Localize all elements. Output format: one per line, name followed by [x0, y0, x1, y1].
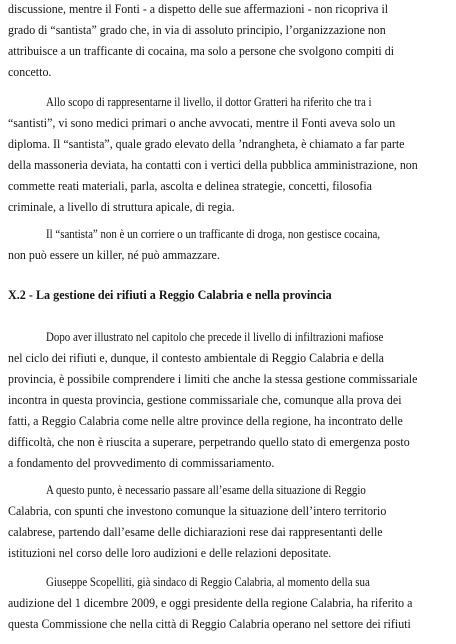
section-heading: X.2 - La gestione dei rifiuti a Reggio Calabria e nella provincia	[8, 288, 332, 302]
text-line: “santisti”, vi sono medici primari o anche avvocati, mentre il Fonti aveva solo un	[8, 116, 396, 130]
text-line: questa Commissione che nella città di Reggio Calabria operano nel settore dei rifiuti	[8, 617, 411, 631]
text-line: incontra in questa provincia, gestione commissariale che, comunque alla prova dei	[8, 393, 402, 407]
text-line: Il “santista” non è un corriere o un trafficante di droga, non gestisce cocaina,	[46, 227, 381, 241]
text-line: provincia, è possibile comprendere i limiti che anche la stessa gestione commissariale	[8, 372, 418, 386]
text-line: della massoneria deviata, ha contatti con i vertici della pubblica amministrazione, non	[8, 158, 418, 172]
text-line: attribuisce a un trafficante di cocaina, ma solo a persone che svolgono compiti di	[8, 44, 395, 58]
text-line: diploma. Il “santista”, quale grado elevato della ’ndrangheta, è chiamato a far parte	[8, 137, 405, 151]
text-line: fatti, a Reggio Calabria come nelle altre province della regione, ha incontrato delle	[8, 414, 403, 428]
text-line: discussione, mentre il Fonti - a dispetto delle sue affermazioni - non ricopriva il	[8, 2, 389, 16]
text-line: A questo punto, è necessario passare all’esame della situazione di Reggio	[46, 483, 366, 497]
text-line: difficoltà, che non è riuscita a superare, perpetrando quello stato di emergenza posto	[8, 435, 410, 449]
text-line: audizione del 1 dicembre 2009, e oggi presidente della regione Calabria, ha riferito a	[8, 596, 413, 610]
text-line: a fondamento del provvedimento di commissariamento.	[8, 456, 275, 470]
text-line: Giuseppe Scopelliti, già sindaco di Reggio Calabria, al momento della sua	[46, 575, 370, 589]
text-line: non può essere un killer, né può ammazzare.	[8, 248, 220, 262]
text-line: criminale, a livello di struttura apicale, di regia.	[8, 200, 235, 214]
text-line: istituzioni nel corso delle loro audizioni e delle relazioni depositate.	[8, 546, 332, 560]
text-line: Calabria, con spunti che investono comunque la situazione dell’intero territorio	[8, 504, 387, 518]
text-line: nel ciclo dei rifiuti e, dunque, il contesto ambientale di Reggio Calabria e della	[8, 351, 384, 365]
text-line: grado di “santista” grado che, in via di assoluto principio, l’organizzazione non	[8, 23, 386, 37]
text-line: commette reati materiali, parla, ascolta e delinea strategie, concetti, filosofia	[8, 179, 372, 193]
text-line: Allo scopo di rappresentarne il livello, il dottor Gratteri ha riferito che tra i	[46, 95, 372, 109]
text-line: concetto.	[8, 65, 52, 79]
text-line: calabrese, partendo dall’esame delle dichiarazioni rese dai rappresentanti delle	[8, 525, 383, 539]
text-line: Dopo aver illustrato nel capitolo che precede il livello di infiltrazioni mafiose	[46, 330, 384, 344]
